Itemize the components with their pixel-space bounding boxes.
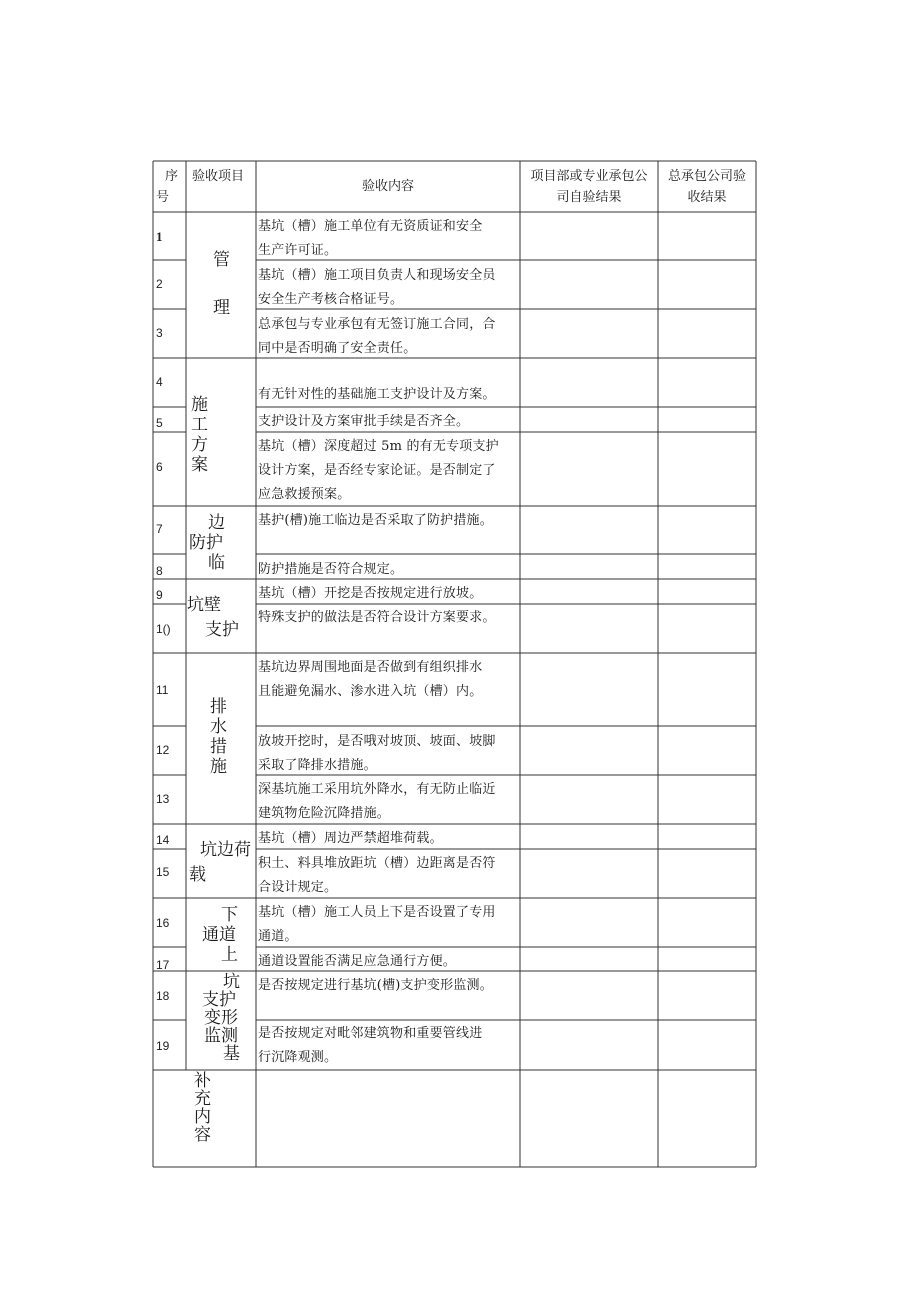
category-edge-protection [189,513,225,573]
row-content [258,383,520,407]
row-content-line: 基坑（槽）开挖是否按规定进行放坡。 [258,586,483,601]
category-monitoring-line: 基 [223,1044,240,1064]
row-content [258,435,520,507]
row-content [258,582,520,606]
row-content-line: 设计方案，是否经专家论证。是否制定了 [258,463,496,478]
category-passage-line: 上 [221,945,238,965]
row-number: 19 [156,1039,170,1053]
row-number: 1 [156,229,163,244]
category-supplement-line: 容 [194,1125,211,1145]
category-pit-wall [187,595,239,640]
header-seq [155,166,185,208]
category-supplement [194,1072,211,1144]
header-content: 验收内容 [361,179,414,194]
row-content-line: 生产许可证。 [258,243,338,258]
row-number: 16 [156,916,170,930]
row-content-line: 同中是否明确了安全责任。 [258,341,417,356]
row-content-line: 是否按规定进行基坑(槽)支护变形监测。 [258,978,493,993]
row-number: 1() [156,622,171,636]
row-content-line: 基坑（槽）施工项目负责人和现场安全员 [258,268,496,283]
row-content-line: 特殊支护的做法是否符合设计方案要求。 [258,610,496,625]
row-content [258,901,520,949]
row-content [258,656,520,704]
category-monitoring-line: 监测 [204,1026,238,1046]
row-content [258,410,520,434]
category-edge-line: 边 [208,513,225,533]
row-content-line: 安全生产考核合格证号。 [258,292,404,307]
row-content-line: 基坑（槽）施工单位有无资质证和安全 [258,219,483,234]
category-management-line: 管 [213,250,230,270]
row-content-line: 基坑边界周围地面是否做到有组织排水 [258,660,483,675]
header-self-check-line2: 司自验结果 [556,190,622,205]
category-plan-line: 方 [191,435,208,455]
category-drainage-line: 措 [210,737,227,757]
row-content [258,509,520,533]
category-supplement-line: 充 [194,1089,211,1109]
row-content-line: 防护措施是否符合规定。 [258,562,404,577]
category-plan-line: 施 [191,395,208,415]
row-content-line: 基坑（槽）深度超过 5m 的有无专项支护 [258,439,499,454]
row-content [258,313,520,361]
row-number: 9 [156,588,163,602]
category-edge-load-line: 载 [189,865,206,885]
row-content-line: 且能避免漏水、渗水进入坑（槽）内。 [258,684,483,699]
row-content-line: 应急救援预案。 [258,487,351,502]
category-edge-load-line: 坑边荷 [200,840,251,860]
category-passage [202,905,238,965]
category-plan [191,395,208,475]
category-drainage-line: 施 [210,757,227,777]
category-management-line: 理 [213,298,230,318]
row-content [258,264,520,312]
row-content [258,558,520,582]
row-content-line: 通道。 [258,929,298,944]
header-self-check-line1: 项目部或专业承包公 [530,169,648,184]
row-content-line: 合设计规定。 [258,880,338,895]
category-plan-line: 工 [191,415,208,435]
row-number: 5 [156,416,163,430]
category-plan-line: 案 [191,455,208,475]
row-number: 12 [156,743,170,757]
row-number: 13 [156,792,170,806]
row-content-line: 通道设置能否满足应急通行方便。 [258,954,457,969]
header-self-check [520,166,658,208]
row-content-line: 深基坑施工采用坑外降水，有无防止临近 [258,782,496,797]
row-content [258,730,520,778]
category-monitoring-line: 支护 [202,990,236,1010]
category-passage-line: 下 [221,905,238,925]
category-supplement-line: 补 [194,1071,211,1091]
row-number: 8 [156,564,163,578]
row-content-line: 建筑物危险沉降措施。 [258,806,391,821]
category-pit-wall-line: 支护 [205,620,239,640]
header-general-line1: 总承包公司验 [667,169,746,184]
row-content [258,1022,520,1070]
row-number: 14 [156,833,170,847]
header-general [658,166,756,208]
header-seq-line1: 序 [165,169,179,184]
row-content-line: 基护(槽)施工临边是否采取了防护措施。 [258,513,493,528]
row-number: 3 [156,326,163,340]
row-number: 15 [156,865,170,879]
category-edge-line: 防护 [189,533,223,553]
row-content [258,778,520,826]
category-drainage-line: 排 [210,697,227,717]
row-number: 17 [156,958,170,972]
row-number: 11 [156,683,169,697]
row-content-line: 放坡开挖时，是否哦对坡顶、坡面、坡脚 [258,734,496,749]
row-content-line: 总承包与专业承包有无签订施工合同，合 [258,317,496,332]
row-content-line: 行沉降观测。 [258,1050,338,1065]
row-number: 7 [156,522,163,536]
category-drainage-line: 水 [210,717,227,737]
row-content-line: 有无针对性的基础施工支护设计及方案。 [258,387,496,402]
row-number: 18 [156,989,170,1003]
row-number: 4 [156,375,163,389]
row-content [258,974,520,998]
category-monitoring-line: 变形 [204,1008,238,1028]
category-passage-line: 通道 [202,925,236,945]
category-supplement-line: 内 [194,1107,211,1127]
category-monitoring-line: 坑 [223,972,240,992]
category-monitoring [190,973,240,1063]
row-content [258,827,520,851]
row-content [258,950,520,974]
row-content-line: 基坑（槽）施工人员上下是否设置了专用 [258,905,496,920]
category-drainage [210,697,227,777]
category-management [213,250,230,318]
row-number: 6 [156,460,163,474]
row-content [258,215,520,263]
row-content-line: 支护设计及方案审批手续是否齐全。 [258,414,470,429]
row-content-line: 积土、料具堆放距坑（槽）边距离是否符 [258,856,496,871]
header-item: 验收项目 [192,169,245,184]
category-edge-line: 临 [208,553,225,573]
category-pit-wall-line: 坑壁 [187,595,221,615]
row-content [258,852,520,900]
header-general-line2: 收结果 [687,190,727,205]
row-content-line: 是否按规定对毗邻建筑物和重要管线进 [258,1026,483,1041]
row-content [258,606,520,630]
header-seq-line2: 号 [156,190,170,205]
row-number: 2 [156,277,163,291]
row-content-line: 基坑（槽）周边严禁超堆荷载。 [258,831,443,846]
category-edge-load [189,840,251,885]
row-content-line: 采取了降排水措施。 [258,758,377,773]
